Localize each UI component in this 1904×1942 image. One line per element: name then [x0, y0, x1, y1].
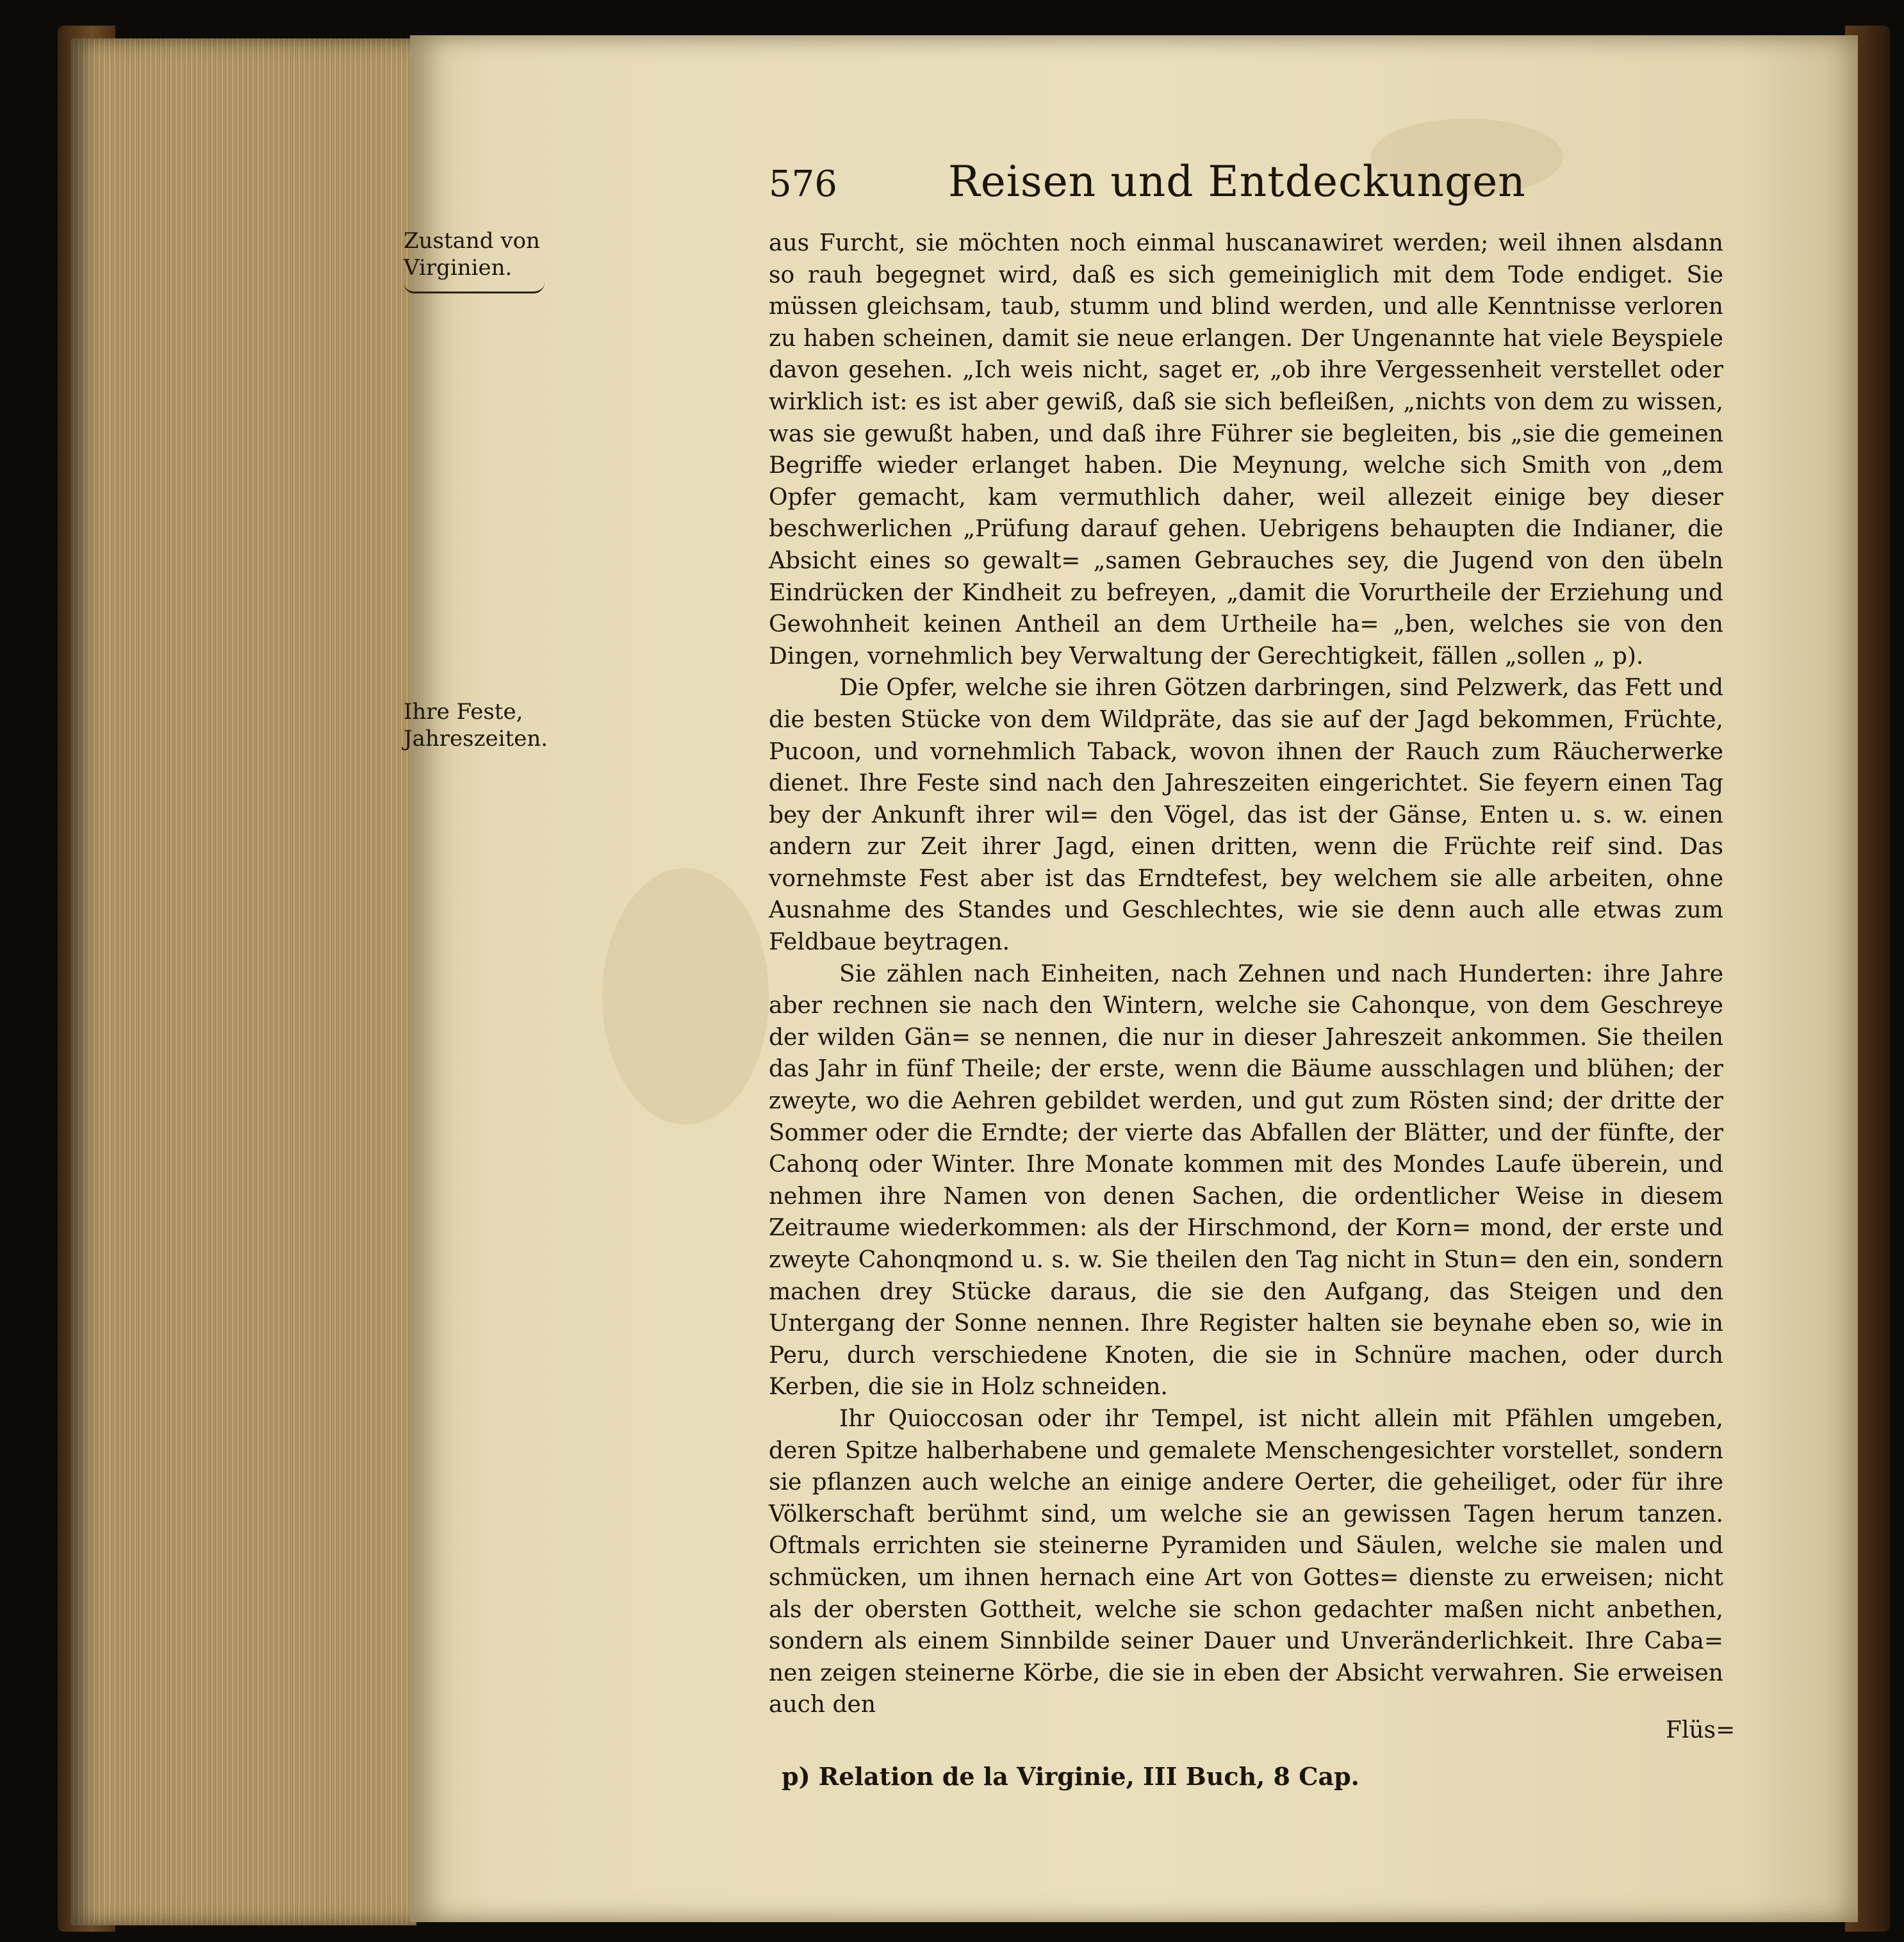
footnote: p) Relation de la Virginie, III Buch, 8 Cap. — [782, 1762, 1359, 1791]
paragraph: aus Furcht, sie möchten noch einmal huscanawiret werden; weil ihnen alsdann so rauh begegnet wird, daß es sich gemeiniglich mit dem Tode endiget. Sie müssen gleichsam, taub, stumm und blind werden, und alle Kenntnisse verloren zu haben scheinen, damit sie neue erlangen. Der Ungenannte hat viele Beyspiele davon gesehen. „Ich weis nicht, saget er, „ob ihre Vergessenheit verstellet oder wirklich ist: es ist aber gewiß, daß sie sich befleißen, „nichts von dem zu wissen, was sie gewußt haben, und daß ihre Führer sie begleiten, bis „sie die gemeinen Begriffe wieder erlanget haben. Die Meynung, welche sich Smith von „dem Opfer gemacht, kam vermuthlich daher, weil allezeit einige bey dieser beschwerlichen „Prüfung darauf gehen. Uebrigens behaupten die Indianer, die Absicht eines so gewalt= „samen Gebrauches sey, die Jugend von den übeln Eindrücken der Kindheit zu befreyen, „damit die Vorurtheile der Erziehung und Gewohnheit keinen Antheil an dem Urtheile ha= „ben, welches sie von den Dingen, vornehmlich bey Verwaltung der Gerechtigkeit, fällen „sollen „ p). — [769, 230, 1723, 670]
margin-note-text: Ihre Feste, Jahreszeiten. — [404, 699, 548, 752]
book-page — [404, 35, 1858, 1922]
margin-note-zustand — [404, 227, 557, 293]
running-head: Reisen und Entdeckungen — [948, 157, 1526, 206]
brace-mark — [404, 283, 545, 293]
paragraph: Ihr Quioccosan oder ihr Tempel, ist nicht allein mit Pfählen umgeben, deren Spitze halberhabene und gemalete Menschengesichter vorstellet, sondern sie pflanzen auch welche an einige andere Oerter, die geheiliget, oder für ihre Völkerschaft berühmt sind, um welche sie an gewissen Tagen herum tanzen. Oftmals errichten sie steinerne Pyramiden und Säulen, welche sie malen und schmücken, um ihnen hernach eine Art von Gottes= dienste zu erweisen; nicht als der obersten Gottheit, welche sie schon gedachter maßen nicht anbethen, sondern als einem Sinnbilde seiner Dauer und Unveränderlichkeit. Ihre Caba= nen zeigen steinerne Körbe, die sie in eben der Absicht verwahren. Sie erweisen auch den — [769, 1405, 1723, 1718]
margin-note-feste — [404, 698, 557, 752]
body-text — [769, 227, 1723, 1721]
catchword: Flüs= — [1666, 1717, 1736, 1743]
page-number: 576 — [769, 163, 837, 205]
page-edges — [70, 38, 416, 1925]
paragraph: Die Opfer, welche sie ihren Götzen darbringen, sind Pelzwerk, das Fett und die besten Stücke von dem Wildpräte, das sie auf der Jagd bekommen, Früchte, Pucoon, und vornehmlich Taback, wovon ihnen der Rauch zum Räucherwerke dienet. Ihre Feste sind nach den Jahreszeiten eingerichtet. Sie feyern einen Tag bey der Ankunft ihrer wil= den Vögel, das ist der Gänse, Enten u. s. w. einen andern zur Zeit ihrer Jagd, einen dritten, wenn die Früchte reif sind. Das vornehmste Fest aber ist das Erndtefest, bey welchem sie alle arbeiten, ohne Ausnahme des Standes und Geschlechtes, wie sie denn auch alle etwas zum Feldbaue beytragen. — [769, 675, 1723, 956]
paragraph: Sie zählen nach Einheiten, nach Zehnen und nach Hunderten: ihre Jahre aber rechnen sie nach den Wintern, welche sie Cahonque, von dem Geschreye der wilden Gän= se nennen, die nur in dieser Jahreszeit ankommen. Sie theilen das Jahr in fünf Theile; der erste, wenn die Bäume ausschlagen und blühen; der zweyte, wo die Aehren gebildet werden, und gut zum Rösten sind; der dritte der Sommer oder die Erndte; der vierte das Abfallen der Blätter, und der fünfte, der Cahonq oder Winter. Ihre Monate kommen mit des Mondes Laufe überein, und nehmen ihre Namen von denen Sachen, die ordentlicher Weise in diesem Zeitraume wiederkommen: als der Hirschmond, der Korn= mond, der erste und zweyte Cahonqmond u. s. w. Sie theilen den Tag nicht in Stun= den ein, sondern machen drey Stücke daraus, die sie den Aufgang, das Steigen und den Untergang der Sonne nennen. Ihre Register halten sie beynahe eben so, wie in Peru, durch verschiedene Knoten, die sie in Schnüre machen, oder durch Kerben, die sie in Holz schneiden. — [769, 960, 1723, 1401]
paper-stain — [602, 868, 769, 1124]
margin-note-text: Zustand von Virginien. — [404, 228, 540, 281]
page-header — [769, 157, 1730, 234]
